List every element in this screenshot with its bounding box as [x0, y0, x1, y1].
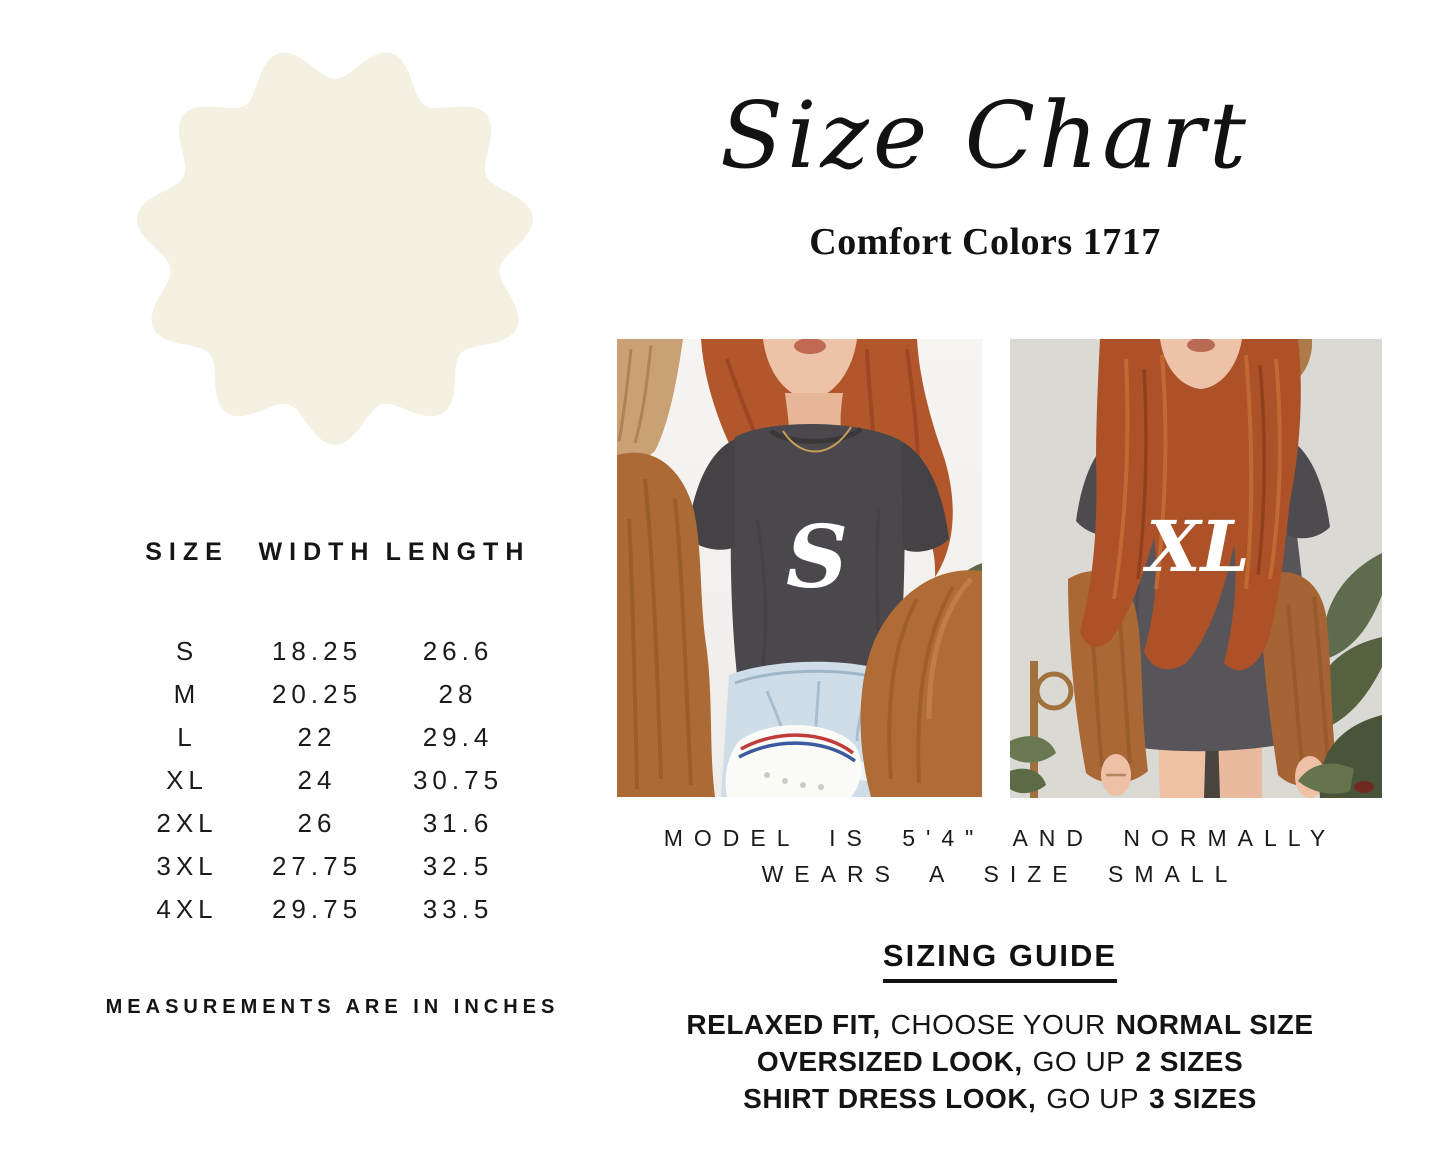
- table-row: [0, 759, 640, 802]
- page-subtitle: Comfort Colors 1717: [809, 221, 1161, 263]
- model-photo-size-xl: [1010, 339, 1382, 798]
- page-title: Size Chart: [719, 82, 1251, 189]
- fit-size-advice: 2 SIZES: [1135, 1046, 1244, 1077]
- model-caption: [585, 820, 1415, 892]
- shirt-size-letter: S: [785, 507, 849, 608]
- model-photo-size-s-illustration: [617, 339, 982, 797]
- table-row: [0, 888, 640, 931]
- table-row: [0, 845, 640, 888]
- column-header-size: SIZE: [145, 538, 229, 566]
- fit-name: OVERSIZED LOOK,: [756, 1046, 1023, 1077]
- length-cell: 30.75: [412, 765, 504, 795]
- length-cell: 32.5: [422, 851, 494, 881]
- shirt-size-letter: XL: [1146, 505, 1250, 588]
- fit-size-advice: 3 SIZES: [1149, 1083, 1257, 1114]
- width-cell: 27.75: [271, 851, 363, 881]
- size-cell: S: [175, 636, 199, 666]
- sizing-guide-lines: [585, 1006, 1415, 1117]
- model-caption-line1: MODEL IS 5'4" AND NORMALLY: [663, 825, 1337, 851]
- model-caption-line2: WEARS A SIZE SMALL: [761, 861, 1239, 887]
- width-cell: 20.25: [271, 679, 363, 709]
- size-table-body: [0, 630, 640, 931]
- width-cell: 22: [297, 722, 337, 752]
- length-cell: 31.6: [422, 808, 494, 838]
- model-photo-size-s: [617, 339, 982, 797]
- fit-name: SHIRT DRESS LOOK,: [743, 1083, 1037, 1114]
- size-cell: 4XL: [156, 894, 218, 924]
- table-row: [0, 716, 640, 759]
- table-row: [0, 802, 640, 845]
- fit-size-advice: NORMAL SIZE: [1115, 1009, 1314, 1040]
- width-cell: 24: [297, 765, 337, 795]
- column-header-length: LENGTH: [385, 538, 531, 566]
- sizing-guide-heading: SIZING GUIDE: [883, 938, 1117, 983]
- scalloped-blob-shape: [130, 45, 540, 445]
- fit-name: RELAXED FIT,: [686, 1009, 881, 1040]
- table-row: [0, 630, 640, 673]
- width-cell: 18.25: [271, 636, 363, 666]
- sizing-guide-line: [585, 1080, 1415, 1117]
- column-header-width: WIDTH: [258, 538, 376, 566]
- sizing-guide-line: [585, 1043, 1415, 1080]
- measurements-footnote: MEASUREMENTS ARE IN INCHES: [105, 996, 560, 1018]
- size-cell: M: [173, 679, 201, 709]
- length-cell: 28: [438, 679, 478, 709]
- sizing-guide-section: [585, 938, 1415, 983]
- width-cell: 29.75: [271, 894, 363, 924]
- model-photo-size-xl-illustration: [1010, 339, 1382, 798]
- length-cell: 26.6: [422, 636, 494, 666]
- length-cell: 33.5: [422, 894, 494, 924]
- size-cell: XL: [166, 765, 208, 795]
- fit-instruction: GO UP: [1046, 1083, 1140, 1114]
- table-row: [0, 673, 640, 716]
- sizing-guide-line: [585, 1006, 1415, 1043]
- size-cell: L: [177, 722, 197, 752]
- fit-instruction: CHOOSE YOUR: [890, 1009, 1106, 1040]
- length-cell: 29.4: [422, 722, 494, 752]
- size-cell: 2XL: [156, 808, 218, 838]
- fit-instruction: GO UP: [1032, 1046, 1126, 1077]
- size-cell: 3XL: [156, 851, 218, 881]
- width-cell: 26: [297, 808, 337, 838]
